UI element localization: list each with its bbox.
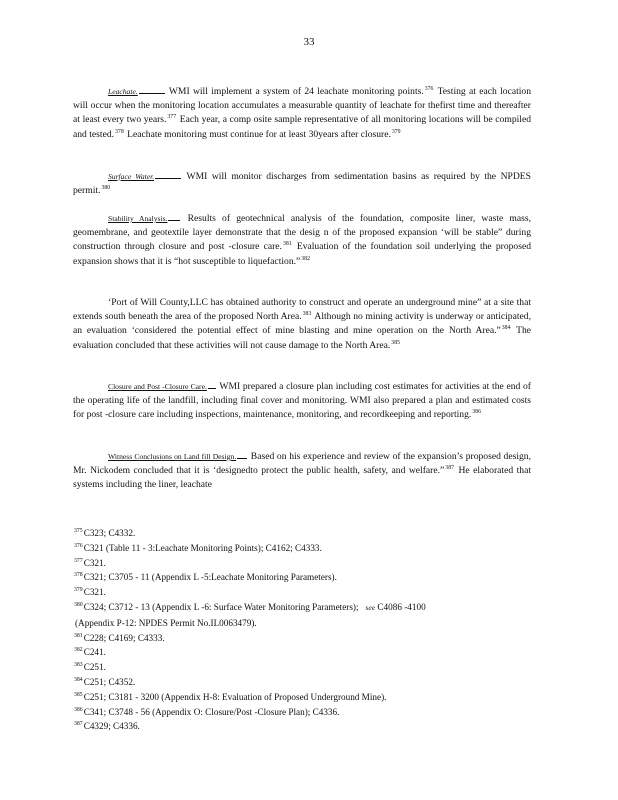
footnote-number: 383 (74, 662, 83, 669)
footnote-ref: 387 (445, 465, 454, 472)
footnote-text: C321. (83, 587, 106, 598)
footnote-number: 380 (74, 601, 83, 608)
footnote (73, 570, 543, 585)
footnote (73, 616, 543, 631)
footnote (73, 675, 543, 690)
footnote-ref: 377 (167, 114, 177, 121)
heading-rule (155, 178, 181, 179)
heading-rule (168, 220, 180, 221)
paragraph-heading: Surface Water. (108, 172, 155, 181)
footnote-number: 386 (74, 706, 83, 713)
footnote-number: 377 (74, 557, 83, 564)
heading-rule (139, 93, 165, 94)
footnote-text: C4086 -4100 (377, 601, 426, 612)
paragraph-text: Results of geotechnical analysis of the foundation, composite liner, waste mass, geomembrane, and geotextile layer demonstrate that the desig n of the proposed expansion ‘will be stable” during construction through closure and post -closure care. (73, 213, 532, 253)
footnote-ref: 385 (391, 339, 400, 346)
footnote-text: C321; C3705 - 11 (Appendix L -5:Leachate Monitoring Parameters). (83, 572, 337, 583)
footnote-ref: 376 (424, 86, 434, 92)
paragraph-surface-water (73, 170, 531, 198)
paragraph-text: WMI will monitor discharges from sedimentation basins as required by the NPDES permit. (73, 171, 531, 197)
paragraph-text: WMI will implement a system of 24 leachate monitoring points. (168, 86, 424, 97)
paragraph-text: Each year, a comp osite sample representative of all monitoring locations will be compiled and tested. (73, 114, 532, 140)
paragraph-heading: Closure and Post -Closure Care. (108, 382, 207, 391)
footnote (73, 719, 543, 734)
footnote-number: 376 (74, 542, 83, 549)
paragraph-text: Although no mining activity is underway or anticipated, an evaluation ‘considered the potential effect of mine blasting and mine operation on the North Area.” (73, 311, 531, 337)
footnote-number: 385 (74, 691, 83, 698)
footnote-number: 382 (74, 647, 83, 654)
paragraph-text: ‘Port of Will County,LLC has obtained authority to construct and operate an underground mine” at a site that extends south beneath the area of the proposed North Area. (73, 297, 531, 323)
heading-rule (237, 458, 247, 459)
paragraph-heading: Leachate. (108, 87, 138, 96)
footnote-ref: 381 (282, 241, 292, 248)
heading-rule (208, 388, 216, 389)
footnote-number: 384 (74, 676, 83, 683)
paragraph-text: Evaluation of the foundation soil underlying the proposed expansion shows that it is “hot susceptible to liquefaction.” (73, 241, 531, 267)
paragraph-mine (73, 296, 531, 353)
page-number: 33 (303, 36, 315, 48)
footnote-text: C321 (Table 11 - 3:Leachate Monitoring Points); C4162; C4333. (83, 542, 322, 553)
footnote (73, 526, 543, 541)
footnote-text: C251; C3181 - 3200 (Appendix H-8: Evaluation of Proposed Underground Mine). (83, 691, 387, 702)
footnote (73, 600, 543, 616)
paragraph-text: Based on his experience and review of the expansion’s proposed design, Mr. Nickodem concluded that it is ‘designedto protect the public health, safety, and welfare.” (73, 451, 532, 477)
footnote-ref: 383 (302, 311, 312, 318)
footnote-text: C241. (83, 647, 106, 658)
paragraph-heading: Witness Conclusions on Land fill Design. (108, 452, 237, 461)
footnote-text: C324; C3712 - 13 (Appendix L -6: Surface Water Monitoring Parameters); (83, 601, 359, 612)
footnote-number: 379 (74, 587, 83, 594)
footnote-text: C251; C4352. (83, 676, 136, 687)
paragraph-text: Testing at each location will occur when the monitoring location accumulates a measurable quantity of leachate for thefirst time and thereafter at least every two years. (73, 86, 532, 126)
footnote (73, 645, 543, 660)
footnote-text: C323; C4332. (83, 528, 136, 538)
paragraph-text: He elaborated that systems including the liner, leachate (73, 465, 531, 491)
footnote-text: C228; C4169; C4333. (83, 632, 165, 643)
footnote (73, 556, 543, 571)
footnote-text: (Appendix P-12: NPDES Permit No.IL0063479). (75, 617, 257, 628)
footnote-ref: 380 (101, 185, 111, 192)
paragraph-witness-conclusions (73, 450, 531, 493)
footnote (73, 585, 543, 600)
footnote-ref: 378 (115, 128, 124, 135)
footnote-text: C251. (83, 662, 106, 673)
paragraph-leachate (73, 85, 531, 142)
paragraph-closure-care (73, 380, 531, 423)
footnote-number: 381 (74, 632, 83, 639)
footnote-signal: see (365, 602, 376, 612)
footnote (73, 660, 543, 675)
footnote-number: 387 (74, 721, 83, 728)
footnote-ref: 379 (391, 128, 401, 135)
footnote (73, 705, 543, 720)
paragraph-text: The evaluation concluded that these activities will not cause damage to the North Area. (73, 325, 532, 351)
footnote (73, 541, 543, 556)
footnote-text: C341; C3748 - 56 (Appendix O: Closure/Post -Closure Plan); C4336. (83, 706, 340, 717)
footnote-ref: 386 (472, 409, 481, 416)
footnote-text: C4329; C4336. (83, 721, 140, 732)
footnote-number: 375 (74, 528, 83, 534)
footnotes (73, 526, 543, 734)
footnote (73, 690, 543, 705)
footnote-ref: 382 (301, 255, 310, 262)
paragraph-heading: Stability Analysis. (108, 214, 168, 223)
footnote-text: C321. (83, 557, 106, 568)
paragraph-text: WMI prepared a closure plan including cost estimates for activities at the end of the operating life of the landfill, including final cover and monitoring. WMI also prepared a plan and estimated costs for post -closure care including inspections, maintenance, monitoring, and recordkeeping and reporting. (73, 381, 531, 421)
paragraph-stability-analysis (73, 212, 531, 269)
footnote-number: 378 (74, 572, 83, 579)
footnote (73, 631, 543, 646)
footnote-ref: 384 (501, 325, 511, 332)
paragraph-text: Leachate monitoring must continue for at least 30years after closure. (127, 128, 391, 140)
